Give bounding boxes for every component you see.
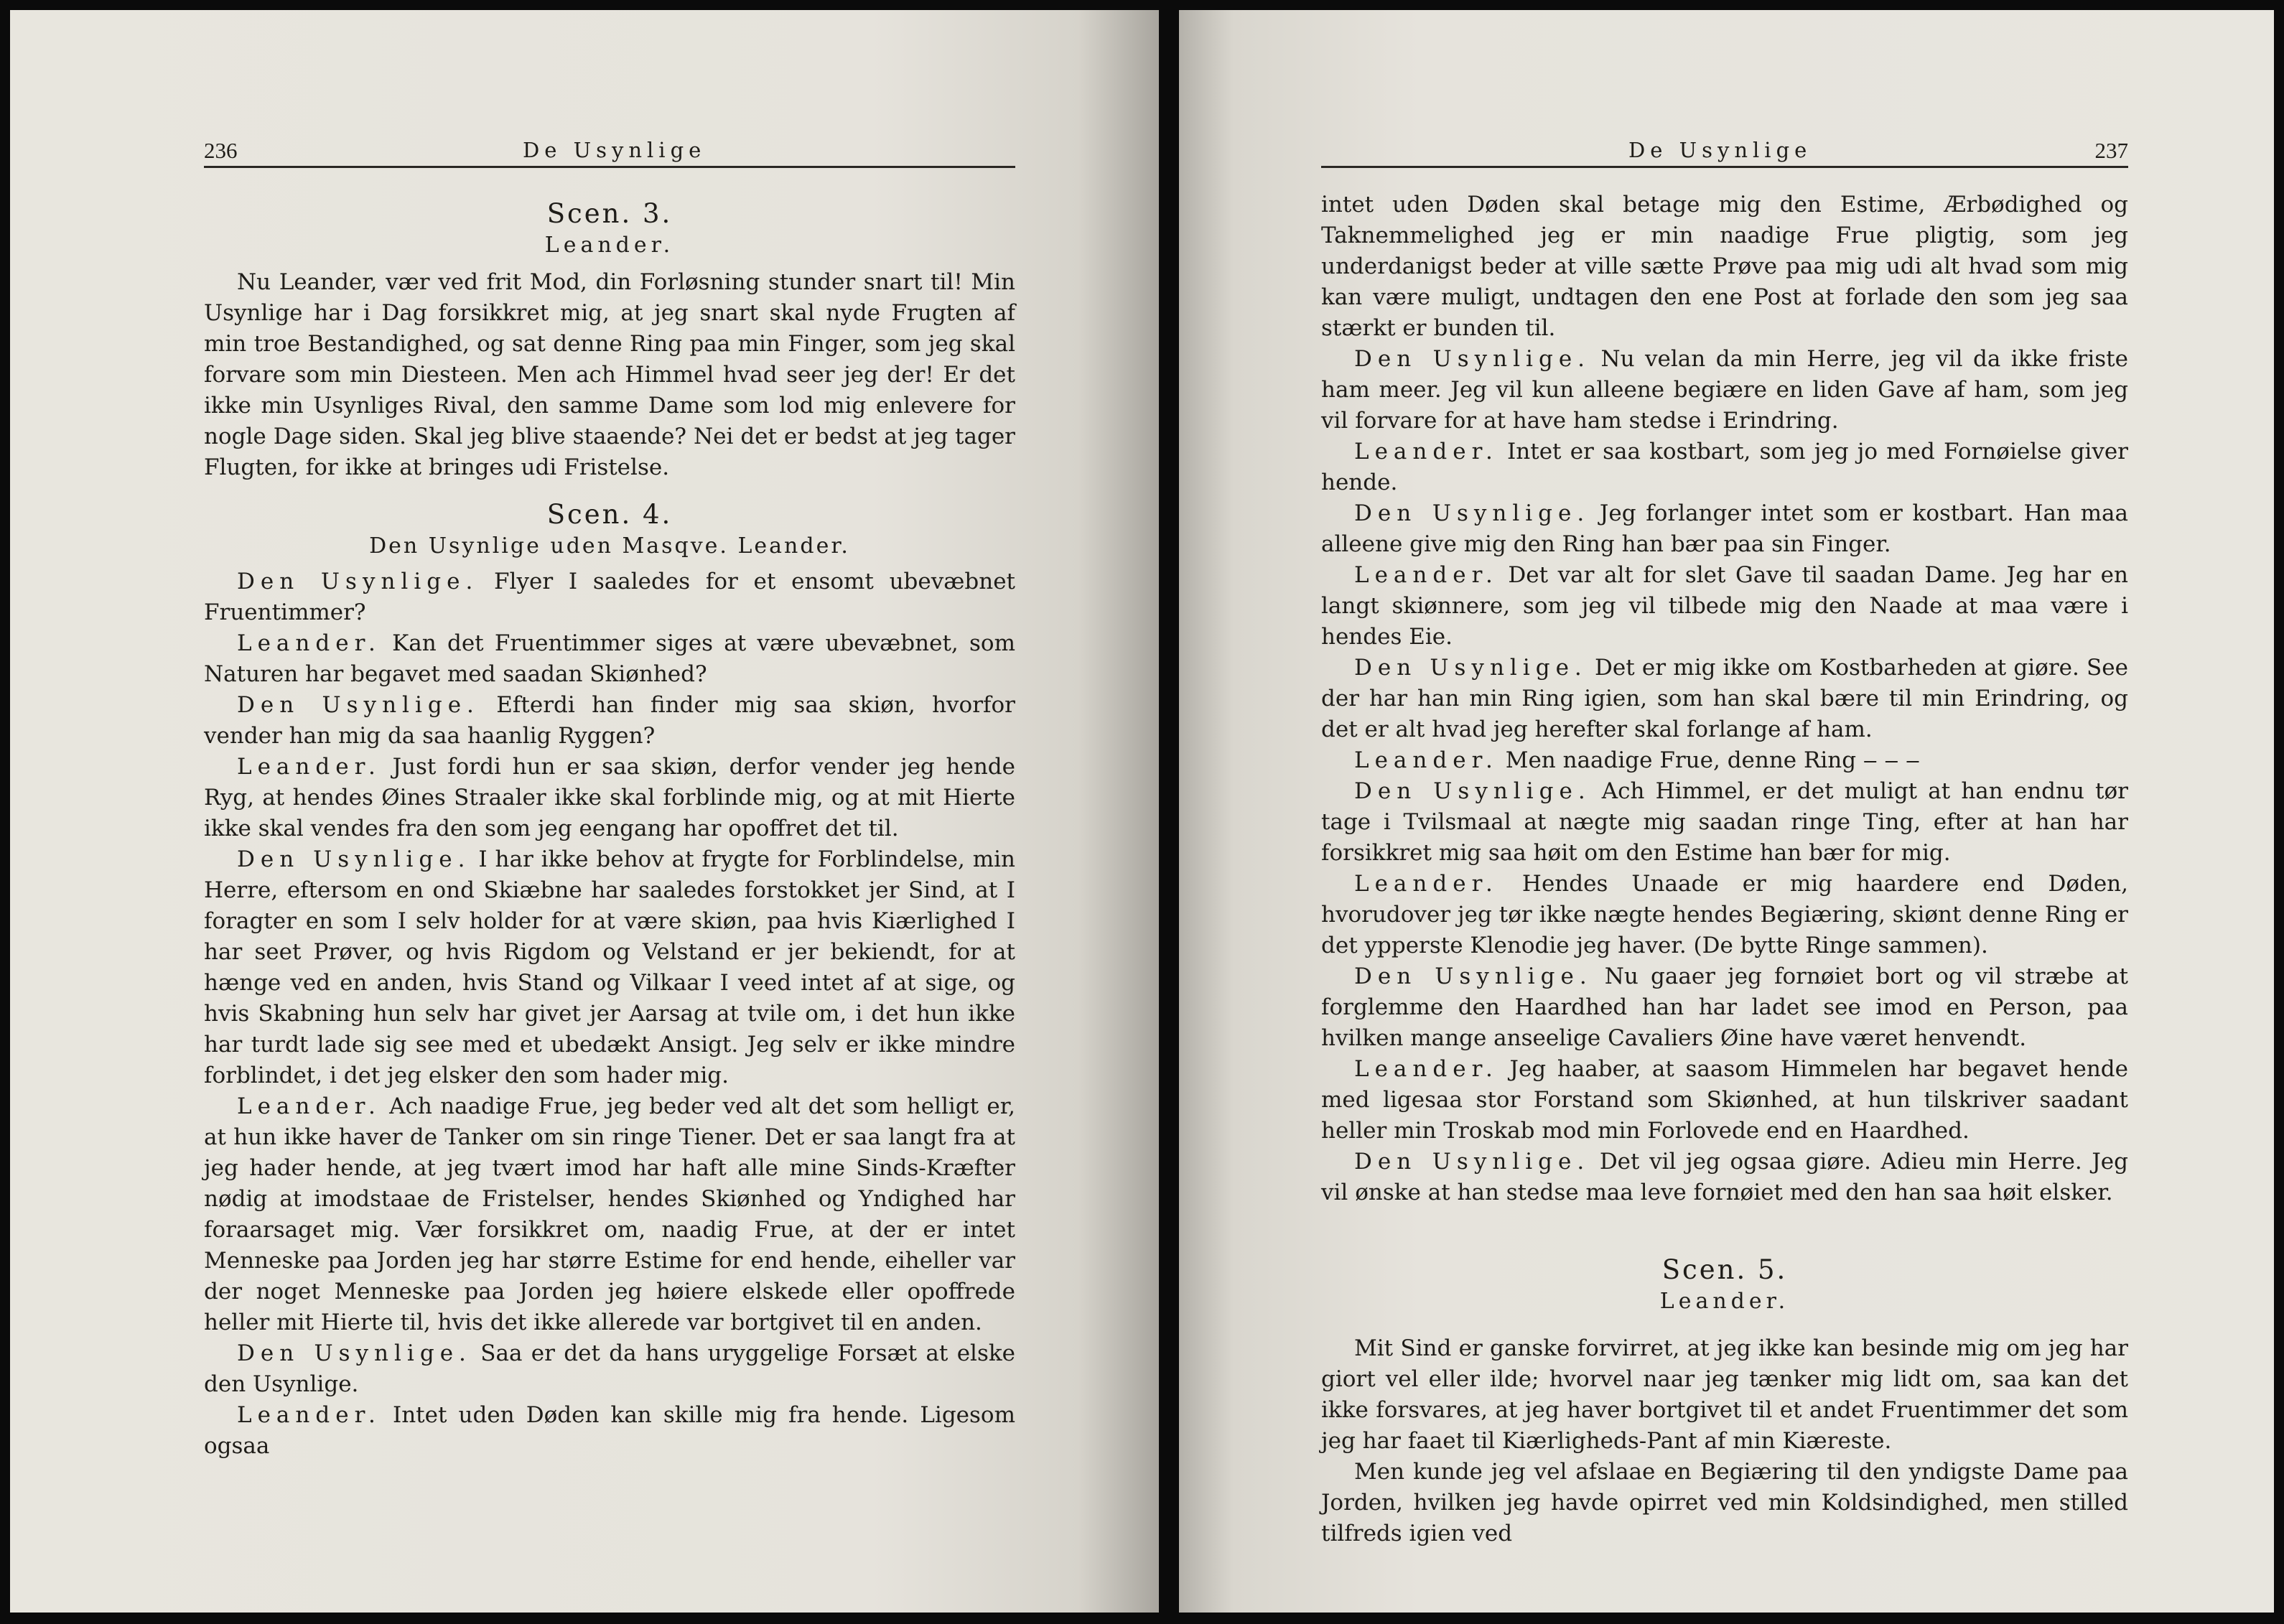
right-page-number: 237: [2094, 138, 2128, 163]
speaker-name: Leander.: [1354, 562, 1498, 588]
dialogue-line: [1321, 776, 2128, 869]
line-text: I har ikke behov at frygte for Forblindelse, min Herre, eftersom en ond Skiæbne har saaledes forstokket jer Sind, at I foragter en som I selv holder for at være skiøn, paa hvis Kiærlighed I har seet Prøver, og hvis Rigdom og Velstand er jer bekiendt, for at hænge ved en anden, hvis Stand og Vilkaar I veed intet af at sige, og hvis Skabning hun selv har givet jer Aarsag at tvile om, i det hun ikke har turdt lade sig see med et ubedækt Ansigt. Jeg selv er ikke mindre forblindet, i det jeg elsker den som hader mig.: [204, 846, 1015, 1088]
line-text: Efterdi han finder mig saa skiøn, hvorfor vender han mig da saa haanlig Ryggen?: [204, 692, 1015, 749]
line-text: Jeg forlanger intet som er kostbart. Han maa alleene give mig den Ring han bær paa sin Finger.: [1321, 500, 2129, 557]
dialogue-line: [1321, 560, 2128, 653]
right-running-title: De Usynlige: [1628, 138, 1812, 162]
scene-3-monologue: Nu Leander, vær ved frit Mod, din Forløsning stunder snart til! Min Usynlige har i Dag forsikkret mig, at jeg snart skal nyde Frugten af min troe Bestandighed, og sat denne Ring paa min Finger, som jeg skal forvare som min Diesteen. Men ach Himmel hvad seer jeg der! Er det ikke min Usynliges Rival, den samme Dame som lod mig enlevere for nogle Dage siden. Skal jeg blive staaende? Nei det er bedst at jeg tager Flugten, for ikke at bringes udi Fristelse.: [204, 269, 1015, 480]
speaker-name: Leander.: [237, 630, 381, 656]
left-page: [10, 10, 1159, 1613]
dialogue-line: [1321, 653, 2128, 745]
speaker-name: Den Usynlige.: [1354, 500, 1590, 526]
speaker-name: Den Usynlige.: [237, 846, 471, 872]
scene-4-heading: Scen. 4.: [546, 499, 673, 530]
line-text: Det var alt for slet Gave til saadan Dame. Jeg har en langt skiønnere, som jeg vil tilbede mig den Naade at maa være i hendes Eie.: [1321, 562, 2128, 650]
speaker-name: Den Usynlige.: [237, 569, 479, 594]
dialogue-line: [1321, 869, 2128, 961]
line-text: Men naadige Frue, denne Ring ‒ ‒ ‒: [1505, 747, 1920, 773]
speaker-name: Leander.: [1354, 747, 1498, 773]
dialogue-line: [204, 752, 1015, 844]
line-text: Ach naadige Frue, jeg beder ved alt det som helligt er, at hun ikke haver de Tanker om sin ringe Tiener. Det er saa langt fra at jeg hader hende, at jeg tvært imod har haft alle mine Sinds-Kræfter nødig at imodstaae de Fristelser, hendes Skiønhed og Yndighed har foraarsaget mig. Vær forsikkret om, naadig Frue, at der er intet Menneske paa Jorden jeg har større Estime for end hende, eiheller var der noget Menneske paa Jorden jeg høiere elskede eller opoffrede heller mit Hierte til, hvis det ikke allerede var bortgivet til en anden.: [204, 1093, 1015, 1335]
line-text: Just fordi hun er saa skiøn, derfor vender jeg hende Ryg, at hendes Øines Straaler ikke skal forblinde mig, og at mit Hierte ikke skal vendes fra den som jeg eengang har opoffret det til.: [204, 754, 1016, 841]
dialogue-line: [1321, 961, 2128, 1054]
line-text: Saa er det da hans uryggelige Forsæt at elske den Usynlige.: [204, 1340, 1015, 1397]
left-page-text: [204, 195, 1015, 1462]
left-running-title: De Usynlige: [523, 138, 707, 162]
speaker-name: Den Usynlige.: [1354, 778, 1591, 804]
speaker-name: Leander.: [237, 754, 381, 780]
line-text: Det er mig ikke om Kostbarheden at giøre. See der har han min Ring igien, som han skal bære til min Erindring, og det er alt hvad jeg herefter skal forlange af ham.: [1321, 655, 2128, 742]
scene-3-heading: Scen. 3.: [546, 198, 673, 229]
speaker-name: Den Usynlige.: [1354, 963, 1593, 989]
left-page-number: 236: [204, 138, 238, 163]
dialogue-line: [1321, 745, 2128, 776]
speaker-name: Den Usynlige.: [1354, 655, 1588, 681]
header-rule: [204, 166, 1015, 168]
speaker-name: Leander.: [1354, 871, 1498, 897]
continued-text: intet uden Døden skal betage mig den Estime, Ærbødighed og Taknemmelighed jeg er min naadige Frue pligtig, som jeg underdanigst beder at ville sætte Prøve paa mig udi alt hvad som mig kan være muligt, undtagen den ene Post at forlade den som jeg saa stærkt er bunden til.: [1321, 192, 2128, 341]
speaker-name: Leander.: [237, 1093, 381, 1119]
left-running-head: [204, 132, 1015, 168]
dialogue-line: [204, 1400, 1015, 1462]
scene-3-speaker: Leander.: [544, 233, 675, 258]
dialogue-line: [204, 566, 1015, 628]
line-text: Ach Himmel, er det muligt at han endnu tør tage i Tvilsmaal at nægte mig saadan ringe Ting, efter at han har forsikkret mig saa høit om den Estime han bær for mig.: [1321, 778, 2128, 866]
speaker-name: Den Usynlige.: [237, 692, 480, 718]
dialogue-line: [1321, 498, 2128, 560]
line-text: Nu gaaer jeg fornøiet bort og vil stræbe at forglemme den Haardhed han har ladet see imod en Person, paa hvilken mange anseelige Cavaliers Øine have været henvendt.: [1321, 963, 2128, 1051]
right-page-text: [1321, 190, 2128, 1549]
scene-4-characters: Den Usynlige uden Masqve. Leander.: [369, 533, 850, 559]
dialogue-line: [204, 844, 1015, 1091]
scene-5-paragraph: Men kunde jeg vel afslaae en Begiæring til den yndigste Dame paa Jorden, hvilken jeg havde opirret ved min Koldsindighed, men stilled tilfreds igien ved: [1321, 1459, 2128, 1546]
speaker-name: Den Usynlige.: [237, 1340, 472, 1366]
dialogue-line: [204, 690, 1015, 752]
line-text: Nu velan da min Herre, jeg vil da ikke friste ham meer. Jeg vil kun alleene begiære en liden Gave af ham, som jeg vil forvare for at have ham stedse i Erindring.: [1321, 346, 2128, 434]
dialogue-line: [1321, 437, 2128, 498]
line-text: Intet er saa kostbart, som jeg jo med Fornøielse giver hende.: [1321, 439, 2128, 495]
line-text: Det vil jeg ogsaa giøre. Adieu min Herre. Jeg vil ønske at han stedse maa leve fornøiet med den han saa høit elsker.: [1321, 1149, 2128, 1205]
dialogue-line: [204, 628, 1015, 690]
dialogue-line: [1321, 1054, 2128, 1147]
line-text: Kan det Fruentimmer siges at være ubevæbnet, som Naturen har begavet med saadan Skiønhed?: [204, 630, 1015, 687]
dialogue-line: [1321, 1147, 2128, 1208]
line-text: Hendes Unaade er mig haardere end Døden, hvorudover jeg tør ikke nægte hendes Begiæring, skiønt denne Ring er det ypperste Klenodie jeg haver. (De bytte Ringe sammen).: [1321, 871, 2129, 958]
speaker-name: Den Usynlige.: [1354, 1149, 1590, 1175]
right-page: [1179, 10, 2274, 1613]
dialogue-line: [204, 1091, 1015, 1338]
scene-5-heading: Scen. 5.: [1661, 1254, 1788, 1285]
line-text: Flyer I saaledes for et ensomt ubevæbnet Fruentimmer?: [204, 569, 1015, 625]
speaker-name: Leander.: [237, 1402, 381, 1428]
speaker-name: Leander.: [1354, 439, 1498, 465]
dialogue-line: [1321, 344, 2128, 437]
right-running-head: [1321, 132, 2128, 168]
line-text: Jeg haaber, at saasom Himmelen har begavet hende med ligesaa stor Forstand som Skiønhed, at hun tilskriver saadant heller min Troskab mod min Forlovede end en Haardhed.: [1321, 1056, 2128, 1144]
speaker-name: Den Usynlige.: [1354, 346, 1591, 372]
line-text: Intet uden Døden kan skille mig fra hende. Ligesom ogsaa: [204, 1402, 1015, 1459]
dialogue-line: [204, 1338, 1015, 1400]
header-rule: [1321, 166, 2128, 168]
speaker-name: Leander.: [1354, 1056, 1498, 1082]
scene-5-speaker: Leander.: [1659, 1289, 1790, 1314]
scene-5-paragraph: Mit Sind er ganske forvirret, at jeg ikke kan besinde mig om jeg har giort vel eller ilde; hvorvel naar jeg tænker mig lidt om, saa kan det ikke forsvares, at jeg haver bortgivet til et andet Fruentimmer det som jeg har faaet til Kiærligheds-Pant af min Kiæreste.: [1321, 1335, 2128, 1454]
